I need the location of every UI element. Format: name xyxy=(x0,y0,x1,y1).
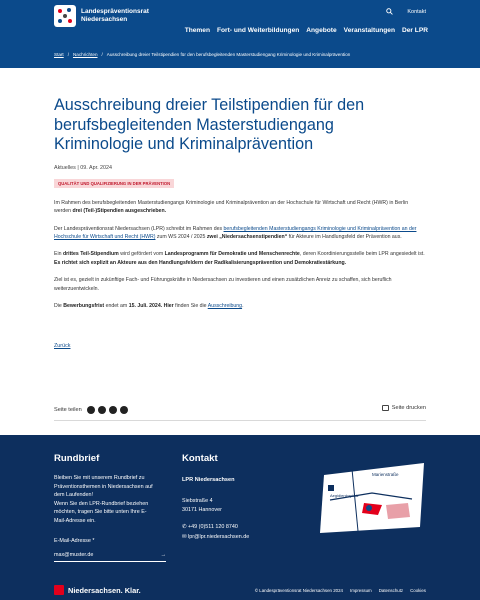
contact-street: Siebstraße 4 xyxy=(182,498,213,504)
back-link[interactable]: Zurück xyxy=(54,343,71,350)
logo-text-line1: Landespräventionsrat xyxy=(81,8,149,15)
nav-item-veranstaltungen[interactable]: Veranstaltungen xyxy=(343,27,395,34)
breadcrumb-home[interactable]: Start xyxy=(54,52,64,57)
breadcrumb-section[interactable]: Nachrichten xyxy=(72,52,98,57)
contact-city: 30171 Hannover xyxy=(182,507,222,513)
nav-item-angebote[interactable]: Angebote xyxy=(306,27,337,34)
article-meta: Aktuelles | 09. Apr. 2024 xyxy=(54,164,113,171)
contact-org: LPR Niedersachsen xyxy=(182,477,235,483)
paragraph-1: Im Rahmen des berufsbegleitenden Masterstudiengangs Kriminologie und Kriminalprävention an der Hochschule für Wirtschaft und Recht (HWR) in Berlin werden drei (Teil-)Stipendien ausgeschrieben. xyxy=(54,199,409,215)
logo-text-line2: Niedersachsen xyxy=(81,16,128,23)
print-label: Seite drucken xyxy=(391,405,426,411)
paragraph-5: Die Bewerbungsfrist endet am 15. Juli. 2024. Hier finden Sie die Ausschreibung. xyxy=(54,303,244,310)
nav-item-themen[interactable]: Themen xyxy=(184,27,210,34)
contact-email[interactable]: lpr@lpr.niedersachsen.de xyxy=(188,533,250,540)
newsletter-text-2: Wenn Sie den LPR-Rundbrief beziehen möchten, tragen Sie bitte unten Ihre E-Mail-Adresse ein. xyxy=(54,500,149,524)
print-button[interactable] xyxy=(382,405,426,411)
nav-item-fortbildungen[interactable]: Fort- und Weiterbildungen xyxy=(216,27,300,34)
copyright: © Landespräventionsrat Niedersachsen 2024 xyxy=(254,587,343,593)
facebook-icon[interactable] xyxy=(87,406,95,414)
share-bar xyxy=(54,404,426,416)
logo-mark-icon xyxy=(54,5,76,27)
masterstudiengang-link[interactable]: berufsbegleitenden Masterstudiengangs Kriminologie und Kriminalprävention an der Hochschule für Wirtschaft und Recht (HWR) xyxy=(54,225,417,240)
site-header xyxy=(0,0,480,68)
footer-link-impressum[interactable]: Impressum xyxy=(350,587,372,593)
niedersachsen-brand: Niedersachsen. Klar. xyxy=(68,585,141,595)
footer-link-datenschutz[interactable]: Datenschutz xyxy=(378,587,404,593)
contact-title: Kontakt xyxy=(182,453,218,464)
ausschreibung-link[interactable]: Ausschreibung xyxy=(207,303,243,310)
article-date: 09. Apr. 2024 xyxy=(80,164,113,171)
phone-icon: ✆ xyxy=(182,524,187,530)
email-label: E-Mail-Adresse * xyxy=(54,537,95,544)
submit-arrow-icon[interactable]: → xyxy=(160,552,166,559)
mail-icon: ✉ xyxy=(182,533,187,540)
newsletter-email-field[interactable] xyxy=(54,550,166,562)
main-nav xyxy=(185,27,428,34)
contact-phone[interactable]: +49 (0)511 120 8740 xyxy=(188,524,238,530)
contact-section xyxy=(182,453,292,543)
niedersachsen-horse-icon xyxy=(54,585,64,595)
email-share-icon[interactable] xyxy=(120,406,128,414)
x-icon[interactable] xyxy=(98,406,106,414)
niedersachsen-logo[interactable] xyxy=(54,585,141,595)
paragraph-4: Ziel ist es, gezielt in zukünftige Fach- und Führungskräfte in Niedersachsen zu investieren und einen zusätzlichen Anreiz zu schaffen, sich beruflich weiterzuentwickeln. xyxy=(54,277,392,292)
divider xyxy=(54,420,426,421)
article xyxy=(54,96,426,349)
search-icon[interactable] xyxy=(386,8,393,15)
whatsapp-icon[interactable] xyxy=(109,406,117,414)
breadcrumb-current: Ausschreibung dreier Teilstipendien für den berufsbegleitenden Masterstudiengang Kriminologie und Kriminalprävention xyxy=(106,52,351,57)
logo[interactable] xyxy=(54,5,149,27)
share-label: Seite teilen xyxy=(54,407,82,413)
email-placeholder: max@muster.de xyxy=(54,552,94,559)
paragraph-3: Ein drittes Teil-Stipendium wird gefördert vom Landesprogramm für Demokratie und Menschenrechte, deren Koordinierungsstelle beim LPR angesiedelt ist. Es richtet sich explizit an Akteure aus den Handlungsfeldern der Radikalisierungsprävention und Demokratiestärkung. xyxy=(54,251,425,266)
page-title: Ausschreibung dreier Teilstipendien für den berufsbegleitenden Masterstudiengang Kriminologie und Kriminalprävention xyxy=(54,96,365,154)
nav-item-der-lpr[interactable]: Der LPR xyxy=(401,27,428,34)
printer-icon xyxy=(382,405,389,411)
site-footer xyxy=(0,435,480,600)
location-map[interactable] xyxy=(312,455,432,537)
article-category: Aktuelles xyxy=(54,164,76,171)
breadcrumb xyxy=(54,52,350,57)
breadcrumb-separator: / xyxy=(101,52,103,57)
footer-link-cookies[interactable]: Cookies xyxy=(410,587,426,593)
map-street-label-1: Marienstraße xyxy=(372,472,399,477)
newsletter-text-1: Bleiben Sie mit unserem Rundbrief zu Präventionsthemen in Niedersachsen auf dem Laufenden! xyxy=(54,475,153,499)
topic-tag[interactable]: QUALITÄT UND QUALIFIZIERUNG IN DER PRÄVENTION xyxy=(54,179,174,188)
paragraph-2: Der Landespräventionsrat Niedersachsen (LPR) schreibt im Rahmen des berufsbegleitenden Masterstudiengangs Kriminologie und Kriminalprävention an der Hochschule für Wirtschaft und Recht (HWR) zum WS 2024 / 2025 zwei „Niedersachsenstipendien“ für Akteure im Handlungsfeld der Prävention aus. xyxy=(54,225,417,240)
newsletter-section xyxy=(54,453,166,562)
map-street-label-2: Aegidientorplatz xyxy=(330,493,359,498)
contact-link[interactable]: Kontakt xyxy=(407,8,426,15)
newsletter-title: Rundbrief xyxy=(54,453,100,464)
breadcrumb-separator: / xyxy=(67,52,69,57)
